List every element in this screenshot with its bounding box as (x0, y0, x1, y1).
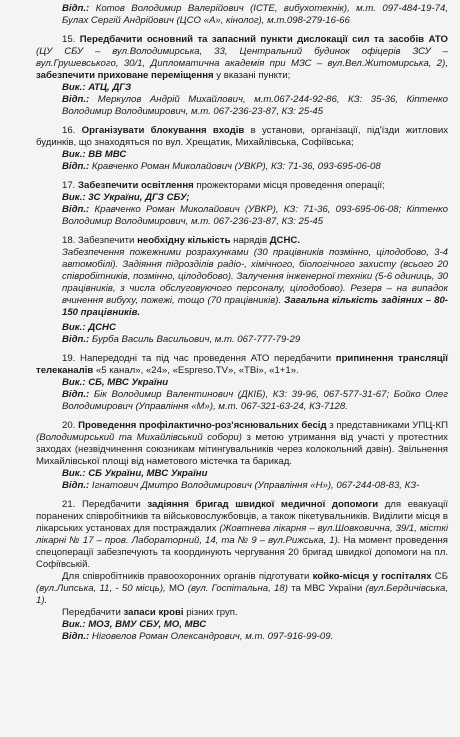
responsible-line: Відп.: Бік Володимир Валентинович (ДКІБ), КЗ: 39-96, 067-577-31-67; Бойко Олег Володимирович (Управління «М»), м.т. 067-321-63-24, КЗ-7128. (62, 389, 449, 412)
responsible-line: Відп.: Ігнатович Дмитро Володимирович (Управління «Н»), 067-244-08-83, КЗ- (62, 480, 420, 491)
item-21-blood: Передбачити запаси крові різних груп. (62, 607, 238, 618)
item-15: 15. Передбачити основний та запасний пункти дислокації сил та засобів АТО (ЦУ СБУ – вул.Володимирська, 33, Центральний будинок офіцерів ЗСУ – вул.Грушевського, 30/1, Дипломатична академія при МЗС – вул.Вел.Житомирська, 2), забезпечити приховане переміщення у вказані пункти; (36, 34, 448, 81)
item-20-title: Проведення профілактично-роз'яснювальних бесід (78, 420, 327, 431)
executor-line: Вик.: ДСНС (62, 322, 116, 333)
item-21: 21. Передбачити задіяння бригад швидкої медичної допомоги для евакуації поранених співробітників та військовослужбовців, а також пікетувальників. Виділити місця в лікарських установах для постраждалих (Жовтнева лікарня – вул.Шовковична, 39/1, місткі лікарні № 17 – пров. Лабораторний, 14, та № 9 – вул.Рижська, 1). На момент проведення спецоперації забезпечують та координують чергування 20 бригад швидкої допомоги на пл. Софіївській. (36, 499, 448, 570)
item-17: 17. Забезпечити освітлення прожекторами місця проведення операції; (62, 180, 385, 191)
item-18: 18. Забезпечити необхідну кількість нарядів ДСНС. (62, 235, 301, 246)
item-21-hospitals: Для співробітників правоохоронних органів підготувати койко-місця у госпіталях СБ (вул.Липська, 11, - 50 місць), МО (вул. Госпітальна, 18) та МВС України (вул.Бердичівська, 1). (36, 571, 448, 606)
executor-line: Вик.: СБ, МВС України (62, 377, 169, 388)
responsible-line: Відп.: Бурба Василь Васильович, м.т. 067-777-79-29 (62, 334, 301, 345)
item-17-title: Забезпечити освітлення (78, 180, 194, 191)
executor-line: Вик.: СБ України, МВС України (62, 468, 208, 479)
label-vidp: Відп.: (62, 3, 90, 14)
executor-line: Вик.: 3С України, ДГЗ СБУ; (62, 192, 190, 203)
responsible-line: Відп.: Нiговелов Роман Олександрович, м.т. 097-916-99-09. (62, 631, 334, 642)
item-16-title: Організувати блокування входів (81, 125, 245, 136)
item-19: 19. Напередодні та під час проведення АТО передбачити припинення трансляції телеканалів «5 канал», «24», «Espreso.TV», «ТВі», «1+1». (36, 353, 448, 376)
item-20: 20. Проведення профілактично-роз'яснювальних бесід з представниками УПЦ-КП (Володимирський та Михайлівський собори) з метою утримання від участі у протестних заходах (незвідчинення союзникам мітингувальників через колокольний дзвін). Звільнення Михайлівської площі від наметового містечка та барикад. (36, 420, 448, 467)
item-19-title: припинення трансляції телеканалів (36, 353, 448, 376)
executor-line: Вик.: АТЦ, ДГЗ (62, 82, 132, 93)
executor-line: Вик.: ВВ МВС (62, 149, 127, 160)
item-15-title: Передбачити основний та запасний пункти дислокації сил та засобів АТО (79, 34, 448, 45)
executor-line: Вик.: МОЗ, ВМУ СБУ, МО, МВС (62, 619, 207, 630)
item-18-title: необхідну кількість (137, 235, 231, 246)
responsible-line: Відп.: Кравченко Роман Миколайович (УВКР), КЗ: 71-36, 093-695-06-08 (62, 161, 381, 172)
responsible-line (36, 3, 448, 27)
item-21-title: задіяння бригад швидкої медичної допомоги (147, 499, 379, 510)
responsible-line: Відп.: Кравченко Роман Миколайович (УВКР), КЗ: 71-36, 093-695-06-08; Кіптенко Володимир Володимирович, м.т. 067-236-23-87, КЗ: 25-45 (62, 204, 448, 227)
responsible-line: Відп.: Меркулов Андрій Михайлович, м.т.067-244-92-86, КЗ: 35-36, Кіптенко Володимир Володимирович, м.т. 067-236-23-87, КЗ: 25-45 (62, 94, 448, 117)
item-16: 16. Організувати блокування входів в установи, організації, під'їзди житлових будинків, що знаходяться по вул. Хрещатик, Михайлівська, Софіївська; (36, 125, 449, 148)
responsible-text: Котов Володимир Валерійович (ІСТЕ, вибухотехнік), м.т. 097-484-19-74, Булах Сергій Андрійович (ЦСО «А», кінолог), м.т.098-279-16-66 (62, 3, 448, 26)
item-18-detail: Забезпечення пожежними розрахунками (30 працівників позмінно, цілодобово, 3-4 автомобілі). Задіяння підрозділів радіо-, хімічного, біологічного захисту (всього 20 співробітників, позмінно, цілодобово). Залучення інженерної техніки (5-6 одиниць, 30 працівників, з числа обслуговуючого персоналу, цілодобово). Резерв – на випадок вчинення вибуху, пожежі, тощо (70 працівників). Загальна кількість задіяних – 80-150 працівників. (62, 247, 449, 318)
